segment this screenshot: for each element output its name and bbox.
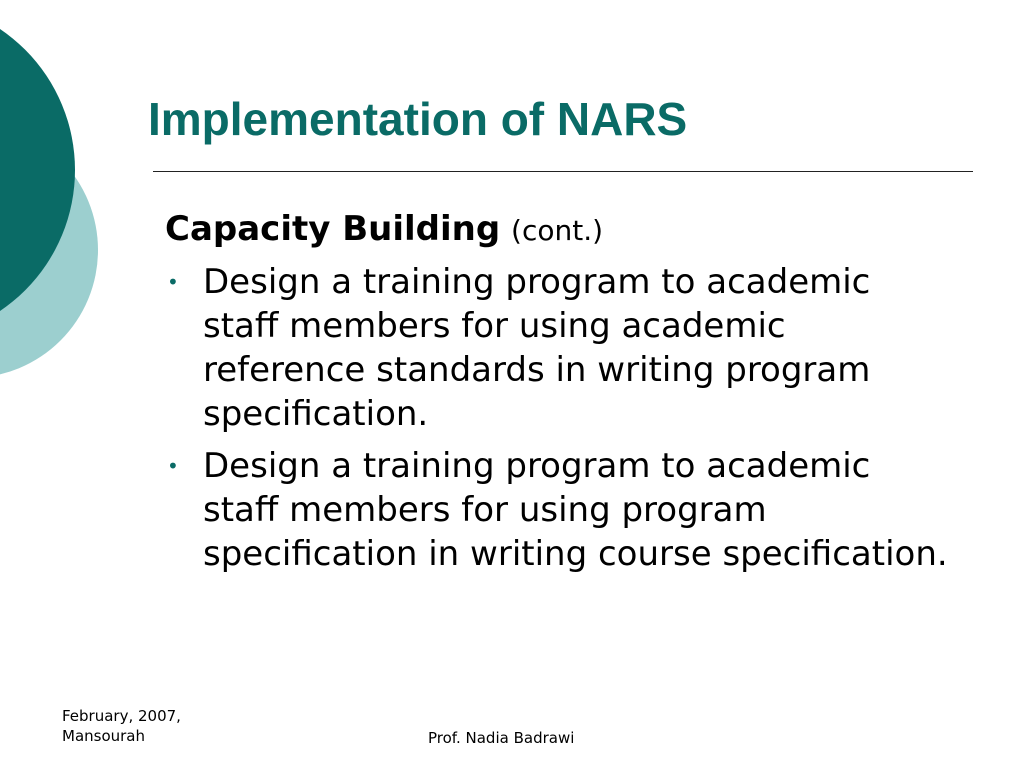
bullet-item	[165, 260, 955, 436]
subheading	[165, 206, 955, 254]
footer-date-line2: Mansourah	[62, 727, 146, 745]
slide-content	[165, 206, 955, 584]
bullet-icon: •	[167, 270, 179, 294]
footer-date-line1: February, 2007,	[62, 707, 181, 725]
subheading-strong: Capacity Building	[165, 209, 501, 249]
subheading-note: (cont.)	[511, 214, 604, 247]
bullet-list	[165, 260, 955, 576]
title-divider	[153, 171, 973, 172]
bullet-icon: •	[167, 454, 179, 478]
slide-title: Implementation of NARS	[148, 93, 688, 145]
footer-date	[62, 706, 181, 746]
bullet-text: Design a training program to academic staff members for using program specification in writing course specification.	[203, 446, 948, 574]
bullet-text: Design a training program to academic staff members for using academic reference standards in writing program specification.	[203, 262, 871, 434]
bullet-item	[165, 444, 955, 576]
decorative-circles	[0, 0, 110, 400]
footer-author: Prof. Nadia Badrawi	[428, 729, 575, 747]
